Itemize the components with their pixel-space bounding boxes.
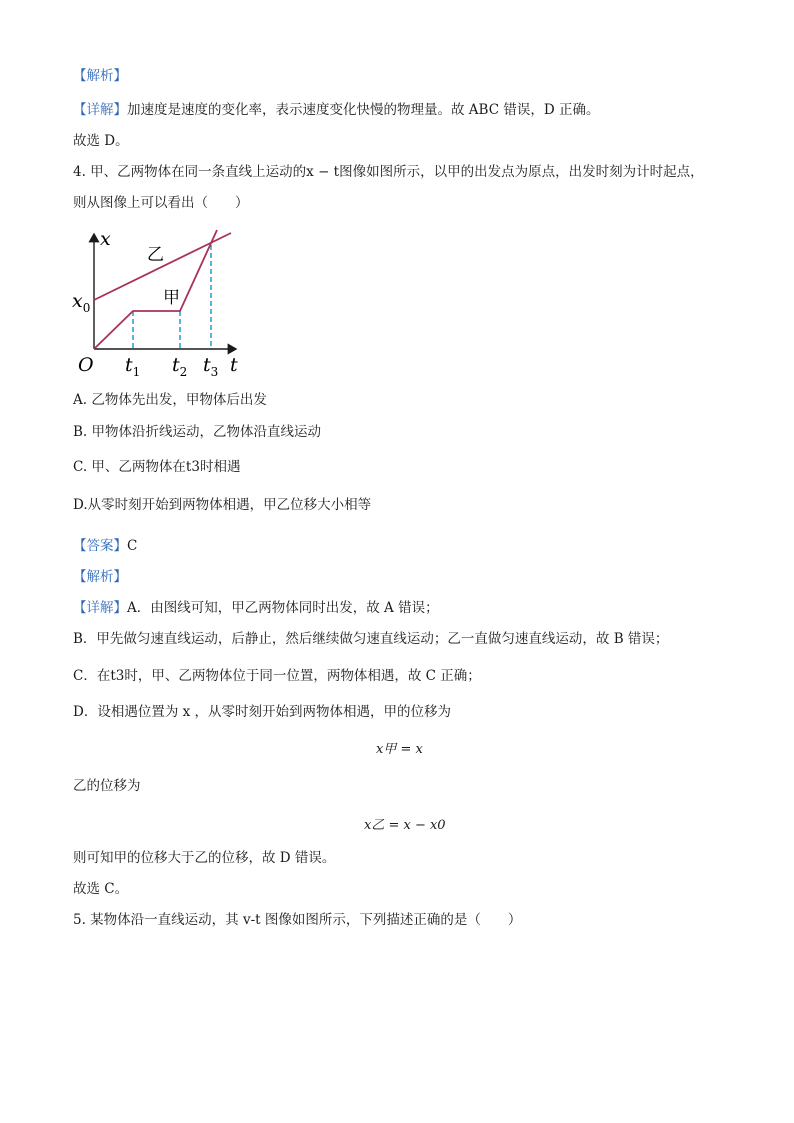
detail-paragraph [73,101,599,119]
label-x0-sub: 0 [82,301,91,315]
label-t3: $t_3$ [203,354,219,379]
axis-label-x: x [100,228,111,250]
analysis-conclusion: 则可知甲的位移大于乙的位移，故 D 错误。 [73,850,336,866]
final-choice: 故选 C。 [73,881,129,897]
axis-label-t: t [230,354,238,376]
section-tag-jiexi: 【解析】 [73,68,127,84]
label-jia: 甲 [163,288,180,308]
xt-graph-figure [70,225,260,385]
equation-yi: x乙 = x − x0 [364,818,446,833]
analysis-b: B．甲先做匀速直线运动，后静止，然后继续做匀速直线运动；乙一直做匀速直线运动，故 B 错误； [73,631,669,647]
equation-jia: x甲 = x [376,742,423,757]
section-tag-jiexi-2: 【解析】 [73,569,127,585]
question-4-stem-line2: 则从图像上可以看出（ ） [73,195,249,211]
option-d: D.从零时刻开始到两物体相遇，甲乙位移大小相等 [73,497,372,513]
label-x0: $x_0$ [72,290,91,315]
label-origin: O [78,354,94,376]
section-tag-xiangjie: 【详解】 [73,102,127,118]
section-tag-xiangjie-2: 【详解】 [73,600,127,616]
label-t1: $t_1$ [125,354,141,379]
analysis-a [73,599,439,617]
option-b: B. 甲物体沿折线运动，乙物体沿直线运动 [73,424,322,440]
answer-tag: 【答案】 [73,538,127,554]
detail-text: 加速度是速度的变化率，表示速度变化快慢的物理量。故 ABC 错误，D 正确。 [127,102,600,118]
conclusion-line: 故选 D。 [73,133,129,149]
question-4-stem-line1: 4. 甲、乙两物体在同一条直线上运动的x − t图像如图所示，以甲的出发点为原点，出发时刻为计时起点， [73,164,704,180]
answer-value: C [127,538,138,554]
label-yi: 乙 [147,245,164,265]
option-c: C. 甲、乙两物体在t3时相遇 [73,459,241,475]
analysis-d: D．设相遇位置为 x ，从零时刻开始到两物体相遇，甲的位移为 [73,704,452,720]
analysis-c: C．在t3时，甲、乙两物体位于同一位置，两物体相遇，故 C 正确； [73,668,481,684]
answer-line [73,537,137,555]
option-a: A. 乙物体先出发，甲物体后出发 [73,392,267,408]
question-5-stem: 5. 某物体沿一直线运动，其 v-t 图像如图所示，下列描述正确的是（ ） [73,912,522,928]
label-t2: $t_2$ [172,354,188,379]
analysis-a-text: A．由图线可知，甲乙两物体同时出发，故 A 错误； [127,600,439,616]
yi-displacement-label: 乙的位移为 [73,778,141,794]
